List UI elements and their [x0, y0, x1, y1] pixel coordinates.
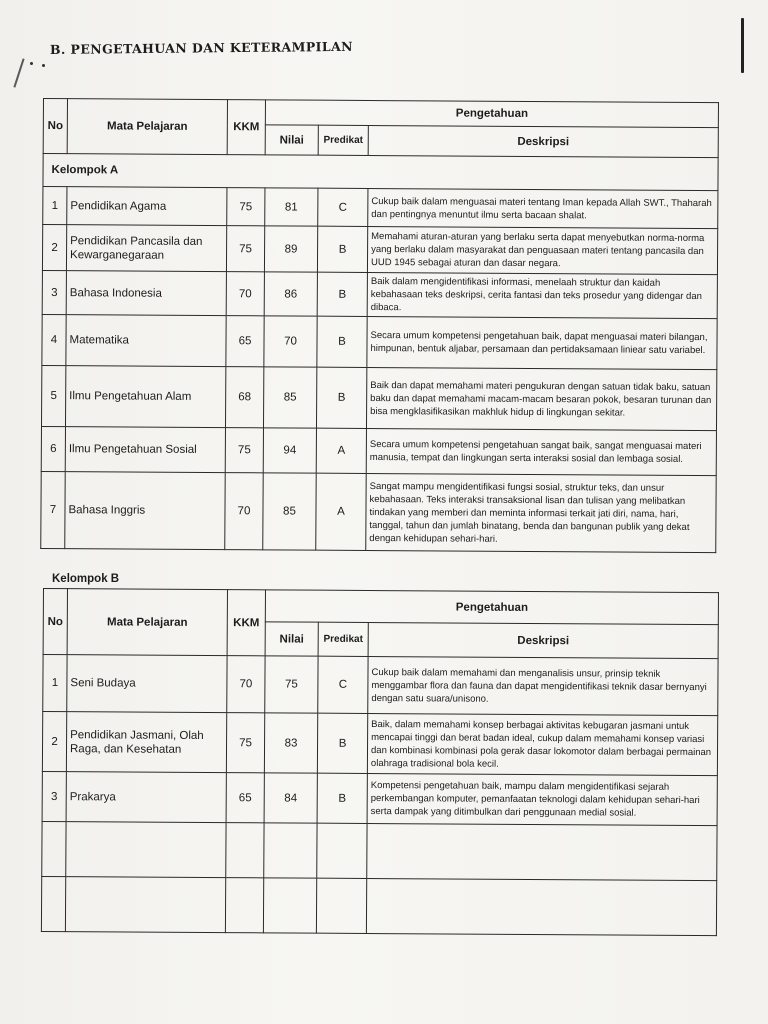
row-kkm: 75 [226, 713, 264, 773]
row-kkm: 65 [226, 316, 264, 367]
table-row [43, 655, 718, 716]
row-deskripsi: Cukup baik dalam memahami dan menganalisis unsur, prinsip teknik menggambar flora dan fauna dan dapat mengidentifikasi teknik dasar bernyanyi dengan satu suara/unisono. [368, 656, 718, 715]
row-nilai: 85 [263, 367, 316, 428]
row-kkm: 68 [225, 367, 263, 428]
row-nilai: 81 [265, 188, 318, 226]
header-no: No [43, 589, 67, 655]
header-mata-pelajaran: Mata Pelajaran [67, 589, 227, 656]
row-predikat: C [318, 656, 368, 713]
row-no: 7 [41, 471, 65, 548]
pen-dot [30, 62, 33, 65]
row-deskripsi: Kompetensi pengetahuan baik, mampu dalam mengidentifikasi sejarah perkembangan komputer, pemanfaatan teknologi dalam kehidupan sehari-hari serta dampak yang ditimbulkan dari penggunaan medial sosial. [367, 773, 717, 825]
row-no: 5 [41, 365, 65, 426]
group-b-label: Kelompok B [52, 573, 120, 585]
row-deskripsi: Cukup baik dalam menguasai materi tentang Iman kepada Allah SWT., Thaharah dan pentingnya menuntut ilmu serta bacaan shalat. [368, 188, 718, 228]
row-kkm: 70 [226, 272, 264, 316]
row-predikat: B [317, 272, 367, 316]
row-subject: Pendidikan Pancasila dan Kewarganegaraan [66, 225, 226, 272]
table-row [42, 225, 717, 275]
empty-row [41, 876, 716, 935]
row-kkm: 70 [225, 473, 263, 550]
row-no: 1 [43, 655, 67, 712]
row-subject: Pendidikan Agama [67, 187, 227, 226]
group-b-table [41, 588, 719, 936]
row-nilai: 94 [263, 428, 316, 473]
header-pengetahuan: Pengetahuan [265, 590, 718, 625]
row-nilai: 85 [263, 473, 316, 550]
row-nilai: 86 [264, 272, 317, 316]
header-deskripsi: Deskripsi [368, 125, 718, 157]
row-predikat: C [318, 188, 368, 226]
row-kkm: 75 [227, 188, 265, 226]
header-kkm: KKM [227, 590, 265, 656]
row-no: 1 [43, 187, 67, 225]
row-deskripsi: Sangat mampu mengidentifikasi fungsi sosial, struktur teks, dan unsur kebahasaan. Teks interaksi transaksional lisan dan tulisan yang melibatkan tindakan yang memberi dan meminta informasi terkait jati diri, nama, hari, tanggal, tahun dan jumlah binatang, benda dan bangunan publik yang dekat dengan kehidupan sehari-hari. [366, 473, 716, 552]
row-deskripsi: Baik dan dapat memahami materi pengukuran dengan satuan tidak baku, satuan baku dan dapat memahami macam-macam besaran pokok, besaran turunan dan bisa mengklasifikasikan makhluk hidup di lingkungan sekitar. [366, 367, 716, 430]
row-no: 2 [42, 225, 66, 271]
header-no: No [43, 99, 67, 154]
header-predikat: Predikat [318, 622, 368, 656]
row-subject: Ilmu Pengetahuan Sosial [65, 427, 225, 473]
table-row [43, 187, 718, 229]
row-deskripsi: Secara umum kompetensi pengetahuan sangat baik, sangat menguasai materi manusia, tempat dan lingkungan serta interaksi sosial dan lembaga sosial. [366, 428, 716, 475]
group-a-label: Kelompok A [43, 154, 718, 191]
pen-dot [42, 64, 45, 67]
header-mata-pelajaran: Mata Pelajaran [67, 99, 227, 155]
row-predikat: B [317, 226, 367, 272]
group-a-table [40, 98, 719, 553]
pen-scratch [13, 58, 24, 87]
row-subject: Prakarya [66, 772, 226, 823]
table-row [41, 365, 716, 430]
header-deskripsi: Deskripsi [368, 622, 718, 658]
row-subject: Ilmu Pengetahuan Alam [65, 366, 225, 428]
row-subject: Bahasa Inggris [65, 472, 225, 550]
row-predikat: B [316, 367, 366, 428]
empty-row [42, 821, 717, 880]
row-subject: Matematika [66, 315, 226, 367]
row-kkm: 75 [225, 428, 263, 473]
section-title: B. PENGETAHUAN DAN KETERAMPILAN [49, 38, 354, 57]
row-no: 6 [41, 426, 65, 471]
row-no: 3 [42, 270, 66, 314]
header-nilai: Nilai [265, 622, 318, 656]
header-kkm: KKM [227, 100, 265, 155]
row-predikat: B [317, 713, 367, 773]
row-nilai: 83 [264, 713, 317, 773]
row-kkm: 75 [226, 226, 264, 272]
row-kkm: 65 [226, 773, 264, 823]
header-nilai: Nilai [265, 125, 318, 155]
row-no: 3 [42, 771, 66, 821]
row-subject: Seni Budaya [67, 655, 227, 713]
row-predikat: A [316, 473, 366, 550]
header-predikat: Predikat [318, 125, 368, 155]
row-predikat: B [317, 316, 367, 367]
header-pengetahuan: Pengetahuan [265, 100, 718, 128]
row-nilai: 84 [264, 773, 317, 823]
row-deskripsi: Baik dalam mengidentifikasi informasi, menelaah struktur dan kaidah kebahasaan teks deskripsi, cerita fantasi dan teks prosedur yang didengar dan dibaca. [367, 272, 717, 318]
page-edge-mark [741, 18, 744, 73]
table-row [41, 426, 716, 475]
row-nilai: 89 [264, 226, 317, 272]
table-row [42, 712, 717, 776]
table-row [42, 270, 717, 318]
table-row [41, 471, 716, 552]
row-deskripsi: Secara umum kompetensi pengetahuan baik, dapat menguasai materi bilangan, himpunan, bentuk aljabar, persamaan dan pertidaksamaan liniear satu variabel. [367, 316, 717, 369]
row-no: 4 [42, 314, 66, 365]
row-predikat: A [316, 428, 366, 473]
row-deskripsi: Baik, dalam memahami konsep berbagai aktivitas kebugaran jasmani untuk mencapai tinggi dan berat badan ideal, cukup dalam memahami konsep variasi dan kombinasi kombinasi pola gerak dasar lokomotor dalam berbagai permainan olahraga tradisional bola kecil. [367, 713, 717, 775]
table-row [42, 771, 717, 825]
row-deskripsi: Memahami aturan-aturan yang berlaku serta dapat menyebutkan norma-norma yang berlaku dalam masyarakat dan penguasaan materi tentang pancasila dan UUD 1945 sebagai aturan dan dasar negara. [367, 226, 717, 274]
row-kkm: 70 [227, 656, 265, 713]
row-subject: Bahasa Indonesia [66, 271, 226, 316]
table-row [42, 314, 717, 369]
row-no: 2 [42, 712, 66, 772]
row-predikat: B [317, 773, 367, 823]
row-subject: Pendidikan Jasmani, Olah Raga, dan Kesehatan [66, 712, 226, 773]
row-nilai: 75 [265, 656, 318, 713]
row-nilai: 70 [264, 316, 317, 367]
